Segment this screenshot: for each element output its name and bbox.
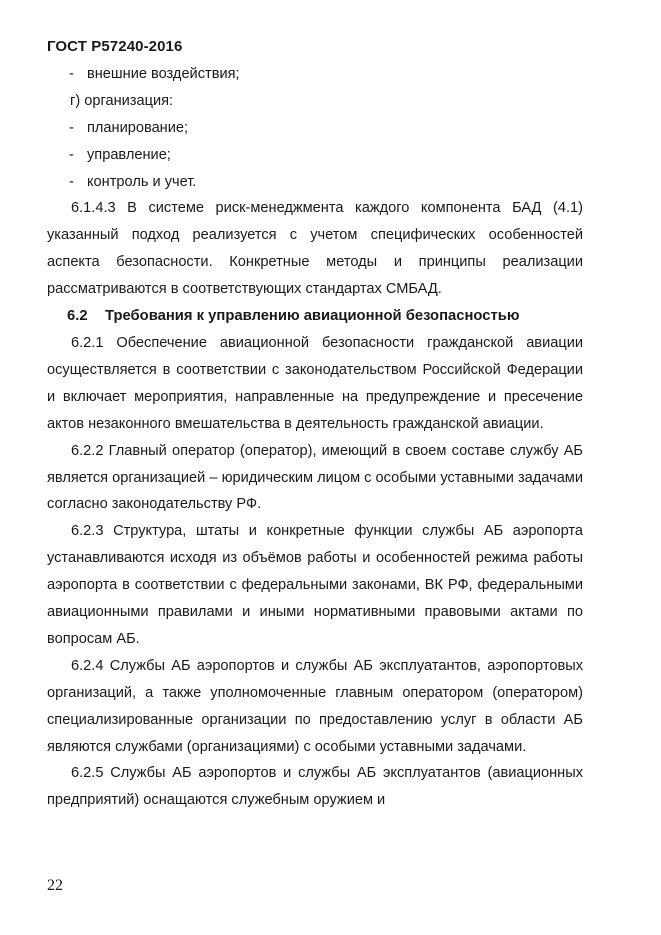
paragraph-6-2-4: 6.2.4 Службы АБ аэропортов и службы АБ эксплуатантов, аэропортовых организаций, а также уполномоченные главным оператором (оператором) специализированные организации по предоставлению услуг в области АБ являются службами (организациями) с особыми уставными задачами.	[47, 657, 583, 755]
paragraph-6-2-3: 6.2.3 Структура, штаты и конкретные функции службы АБ аэропорта устанавливаются исходя из объёмов работы и особенностей режима работы аэропорта в соответствии с федеральными законами, ВК РФ, федеральными авиационными правилами и иными нормативными правовыми актами по вопросам АБ.	[47, 523, 583, 647]
paragraph-6-2-1: 6.2.1 Обеспечение авиационной безопасности гражданской авиации осуществляется в соответствии с законодательством Российской Федерации и включает мероприятия, направленные на предупреждение и пресечение актов незаконного вмешательства в деятельность гражданской авиации.	[47, 334, 583, 432]
list-marker: -	[69, 146, 74, 163]
list-item-text: управление;	[87, 146, 171, 163]
paragraph-6-1-4-3: 6.1.4.3 В системе риск-менеджмента каждого компонента БАД (4.1) указанный подход реализуется с учетом специфических особенностей аспекта безопасности. Конкретные методы и принципы реализации рассматриваются в соответствующих стандартах СМБАД.	[47, 200, 583, 298]
page-content	[47, 61, 583, 814]
paragraph-6-2-2: 6.2.2 Главный оператор (оператор), имеющий в своем составе службу АБ является организацией – юридическим лицом с особыми уставными задачами согласно законодательству РФ.	[47, 442, 583, 513]
list-marker: -	[69, 173, 74, 190]
list-marker: -	[69, 66, 74, 82]
list-item	[47, 142, 583, 169]
page-number: 22	[47, 877, 63, 894]
section-heading	[47, 303, 583, 330]
list-item	[47, 115, 583, 142]
section-number: 6.2	[67, 308, 88, 325]
section-title: Требования к управлению авиационной безопасностью	[105, 308, 520, 325]
list-item	[47, 61, 583, 88]
paragraph-6-2-5: 6.2.5 Службы АБ аэропортов и службы АБ эксплуатантов (авиационных предприятий) оснащаются служебным оружием и	[47, 765, 583, 809]
list-item	[47, 169, 583, 196]
lettered-item-g: г) организация:	[70, 92, 174, 109]
list-item-text: внешние воздействия;	[87, 66, 240, 82]
document-header: ГОСТ Р57240-2016	[47, 38, 183, 55]
list-item-text: контроль и учет.	[87, 173, 197, 190]
list-marker: -	[69, 119, 74, 136]
list-item-text: планирование;	[87, 119, 189, 136]
